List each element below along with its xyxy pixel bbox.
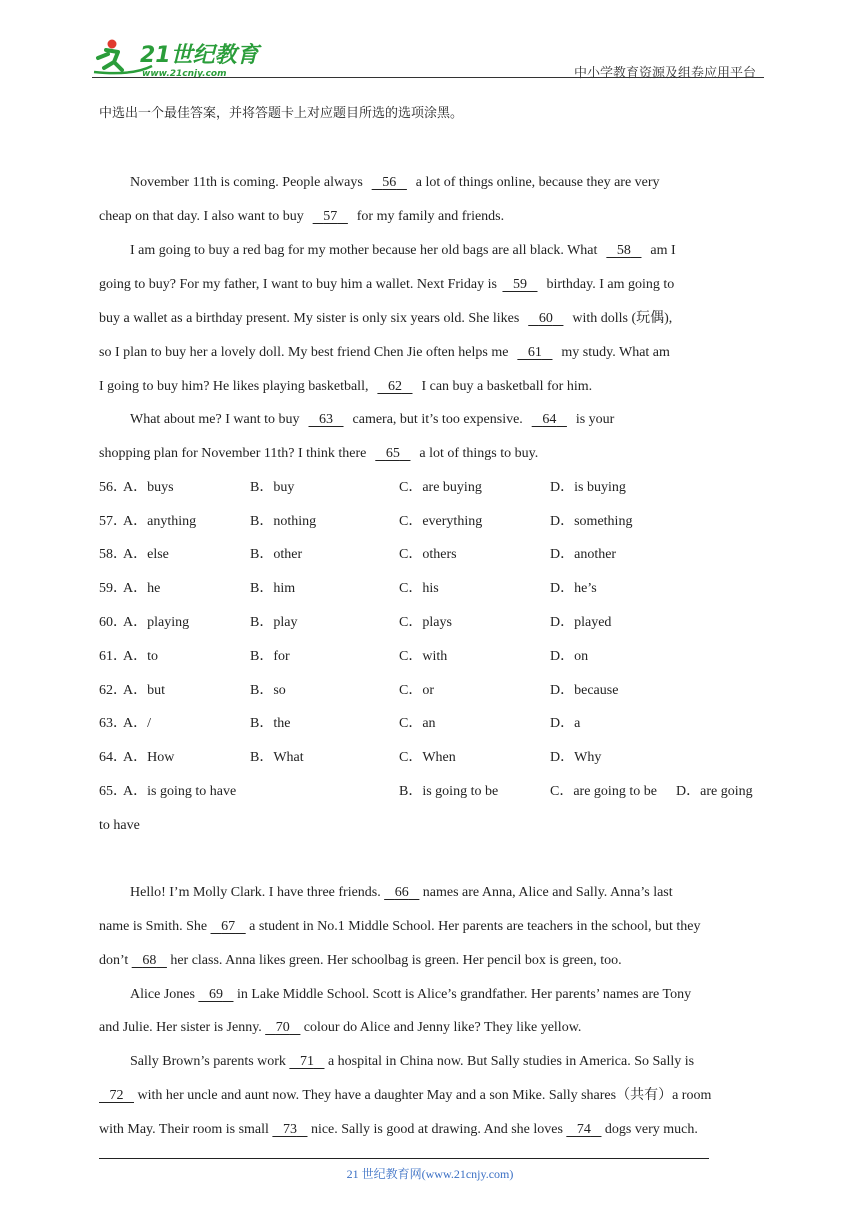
passage1-line <box>130 173 660 193</box>
text: What about me? I want to buy <box>130 412 304 427</box>
blank-61: 61 <box>527 345 542 360</box>
option-a[interactable]: A．How <box>123 750 175 765</box>
text: nice. Sally is good at drawing. And she loves <box>307 1122 567 1137</box>
question-number: 60． <box>99 615 127 630</box>
option-b[interactable]: B．him <box>250 581 296 596</box>
text: colour do Alice and Jenny like? They like yellow. <box>300 1020 582 1035</box>
option-d[interactable]: D．Why <box>550 750 602 765</box>
text: going to buy? For my father, I want to buy him a wallet. Next Friday is <box>99 277 497 292</box>
passage2-line <box>99 951 622 971</box>
page-header <box>92 30 764 80</box>
question-number: 57． <box>99 514 127 529</box>
text: buy a wallet as a birthday present. My sister is only six years old. She likes <box>99 311 523 326</box>
option-c[interactable]: C．When <box>399 750 456 765</box>
question-number: 62． <box>99 683 127 698</box>
blank-65: 65 <box>385 446 400 461</box>
runner-logo-icon <box>92 36 262 80</box>
blank-66: 66 <box>394 885 409 900</box>
text: in Lake Middle School. Scott is Alice’s grandfather. Her parents’ names are Tony <box>233 987 692 1002</box>
option-b[interactable]: B．is going to be <box>399 784 499 799</box>
option-c[interactable]: C．are buying <box>399 480 482 495</box>
text: for my family and friends. <box>353 209 505 224</box>
option-d[interactable]: D．he’s <box>550 581 597 596</box>
blank-63: 63 <box>319 412 334 427</box>
option-d[interactable]: D．another <box>550 547 617 562</box>
blank-72: 72 <box>109 1088 124 1103</box>
question-65-continuation: to have <box>99 818 140 833</box>
text: with dolls (玩偶), <box>568 311 673 326</box>
text: and Julie. Her sister is Jenny. <box>99 1020 266 1035</box>
svg-text:21世纪教育: 21世纪教育 <box>140 43 259 68</box>
option-c[interactable]: C．are going to be <box>550 784 657 799</box>
question-56 <box>99 478 769 498</box>
question-59 <box>99 579 769 599</box>
option-a[interactable]: A．playing <box>123 615 190 630</box>
text: don’t <box>99 953 132 968</box>
passage2-line <box>99 1086 711 1106</box>
option-b[interactable]: B．play <box>250 615 298 630</box>
passage2-line <box>130 883 673 903</box>
passage1-line <box>130 410 614 430</box>
text: a lot of things to buy. <box>415 446 539 461</box>
blank-73: 73 <box>282 1122 297 1137</box>
blank-67: 67 <box>221 919 236 934</box>
question-number: 59． <box>99 581 127 596</box>
instruction-text: 中选出一个最佳答案，并将答题卡上对应题目所选的选项涂黑。 <box>99 106 464 121</box>
passage1-line <box>99 275 674 295</box>
question-number: 58． <box>99 547 127 562</box>
passage2-line <box>99 917 701 937</box>
option-d[interactable]: D．on <box>550 649 589 664</box>
header-divider <box>92 77 764 78</box>
option-d[interactable]: D．a <box>550 716 581 731</box>
text: a student in No.1 Middle School. Her parents are teachers in the school, but they <box>245 919 701 934</box>
blank-62: 62 <box>387 379 402 394</box>
footer-link[interactable]: 21 世纪教育网(www.21cnjy.com) <box>346 1167 514 1181</box>
text: a lot of things online, because they are very <box>412 175 660 190</box>
option-a[interactable]: A．/ <box>123 716 151 731</box>
passage2-line <box>99 1120 698 1140</box>
blank-64: 64 <box>542 412 557 427</box>
site-logo[interactable] <box>92 36 262 80</box>
option-b[interactable]: B．What <box>250 750 304 765</box>
option-a[interactable]: A．else <box>123 547 169 562</box>
option-a[interactable]: A．anything <box>123 514 197 529</box>
option-b[interactable]: B．other <box>250 547 303 562</box>
blank-71: 71 <box>299 1054 314 1069</box>
text: Alice Jones <box>130 987 199 1002</box>
text: with May. Their room is small <box>99 1122 273 1137</box>
text: am I <box>646 243 676 258</box>
option-d[interactable]: D．because <box>550 683 619 698</box>
blank-58: 58 <box>616 243 631 258</box>
question-57 <box>99 512 769 532</box>
option-d[interactable]: D．something <box>550 514 633 529</box>
option-b[interactable]: B．for <box>250 649 290 664</box>
question-61 <box>99 647 769 667</box>
option-c[interactable]: C．an <box>399 716 436 731</box>
option-b[interactable]: B．nothing <box>250 514 317 529</box>
blank-68: 68 <box>142 953 157 968</box>
option-b[interactable]: B．buy <box>250 480 295 495</box>
text: name is Smith. She <box>99 919 211 934</box>
option-a[interactable]: A．buys <box>123 480 174 495</box>
text: my study. What am <box>557 345 670 360</box>
platform-name: 中小学教育资源及组卷应用平台 <box>573 66 756 81</box>
option-c[interactable]: C．with <box>399 649 448 664</box>
passage2-line <box>130 985 691 1005</box>
option-c[interactable]: C．or <box>399 683 434 698</box>
passage1-line <box>99 309 672 329</box>
text: dogs very much. <box>601 1122 698 1137</box>
question-60 <box>99 613 769 633</box>
passage1-line <box>130 241 676 261</box>
text: I am going to buy a red bag for my mother because her old bags are all black. What <box>130 243 601 258</box>
question-number: 65． <box>99 784 127 799</box>
question-number: 56． <box>99 480 127 495</box>
question-65 <box>99 782 769 802</box>
text: is your <box>572 412 615 427</box>
option-c[interactable]: C．others <box>399 547 457 562</box>
option-a[interactable]: A．he <box>123 581 161 596</box>
text: Sally Brown’s parents work <box>130 1054 290 1069</box>
option-d[interactable]: D．are going <box>676 784 753 799</box>
text: November 11th is coming. People always <box>130 175 367 190</box>
text: I going to buy him? He likes playing basketball, <box>99 379 372 394</box>
svg-text:www.21cnjy.com: www.21cnjy.com <box>142 69 227 79</box>
text: with her uncle and aunt now. They have a daughter May and a son Mike. Sally shares（共有）a room <box>134 1088 712 1103</box>
option-a[interactable]: A．but <box>123 683 165 698</box>
question-63 <box>99 714 769 734</box>
text: names are Anna, Alice and Sally. Anna’s last <box>419 885 673 900</box>
blank-60: 60 <box>538 311 553 326</box>
text: so I plan to buy her a lovely doll. My best friend Chen Jie often helps me <box>99 345 512 360</box>
question-number: 61． <box>99 649 127 664</box>
passage1-line <box>99 444 538 464</box>
text: I can buy a basketball for him. <box>417 379 593 394</box>
question-number: 64． <box>99 750 127 765</box>
option-b[interactable]: B．the <box>250 716 291 731</box>
option-c[interactable]: C．everything <box>399 514 483 529</box>
blank-70: 70 <box>275 1020 290 1035</box>
text: shopping plan for November 11th? I think there <box>99 446 370 461</box>
passage1-line <box>99 343 670 363</box>
blank-59: 59 <box>512 277 527 292</box>
question-58 <box>99 545 769 565</box>
text: her class. Anna likes green. Her schoolbag is green. Her pencil box is green, too. <box>166 953 622 968</box>
option-a[interactable]: A．is going to have <box>123 784 237 799</box>
option-c[interactable]: C．his <box>399 581 439 596</box>
text: cheap on that day. I also want to buy <box>99 209 308 224</box>
blank-57: 57 <box>323 209 338 224</box>
passage2-line <box>99 1018 581 1038</box>
text: birthday. I am going to <box>542 277 675 292</box>
question-62 <box>99 681 769 701</box>
option-d[interactable]: D．is buying <box>550 480 626 495</box>
blank-56: 56 <box>382 175 397 190</box>
option-c[interactable]: C．plays <box>399 615 452 630</box>
passage1-line <box>99 377 592 397</box>
blank-69: 69 <box>208 987 223 1002</box>
text: Hello! I’m Molly Clark. I have three friends. <box>130 885 385 900</box>
option-a[interactable]: A．to <box>123 649 158 664</box>
question-number: 63． <box>99 716 127 731</box>
text: a hospital in China now. But Sally studies in America. So Sally is <box>324 1054 695 1069</box>
option-d[interactable]: D．played <box>550 615 612 630</box>
footer-divider <box>99 1158 709 1159</box>
text: camera, but it’s too expensive. <box>349 412 527 427</box>
blank-74: 74 <box>576 1122 591 1137</box>
passage2-line <box>130 1052 694 1072</box>
question-64 <box>99 748 769 768</box>
passage1-line <box>99 207 504 227</box>
option-b[interactable]: B．so <box>250 683 286 698</box>
